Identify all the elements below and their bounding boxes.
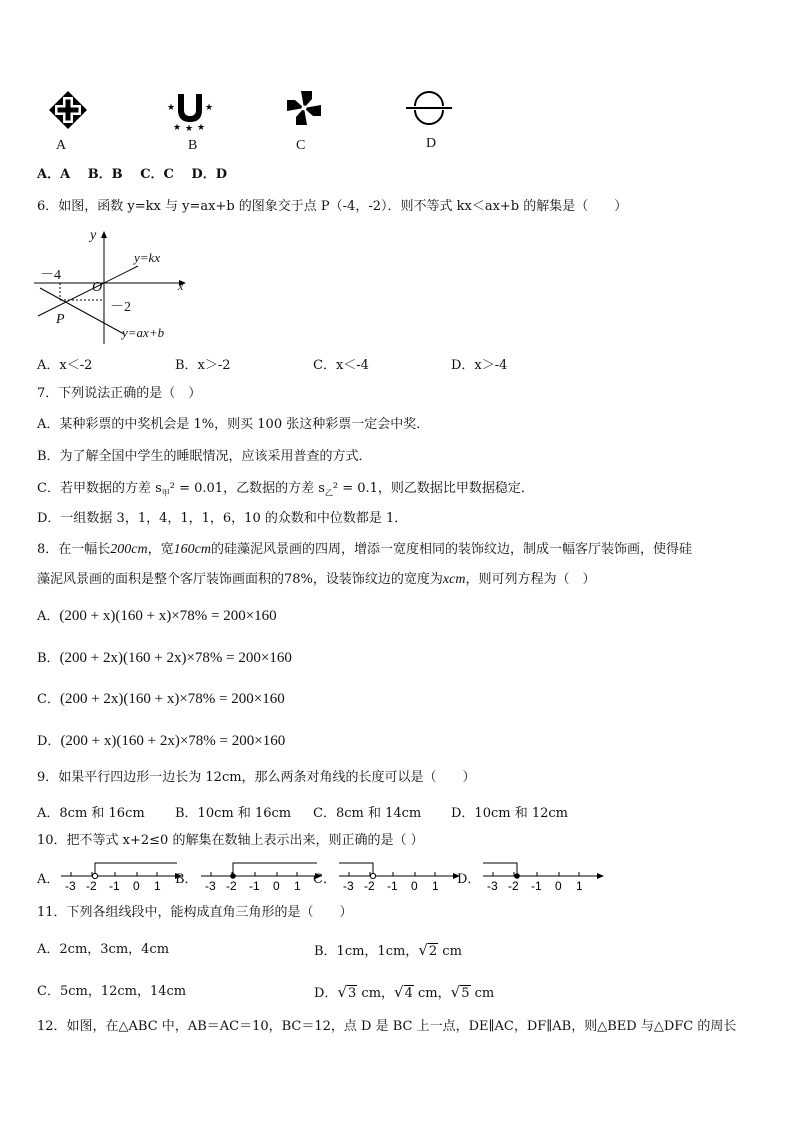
q10-d-tick-3: -1 xyxy=(531,879,542,892)
q6-neg4-label: －4 xyxy=(40,268,61,283)
q10-b-tick-4: 0 xyxy=(273,879,280,892)
q11-option-a: A．2cm，3cm，4cm xyxy=(37,942,170,957)
q7-stem: 7．下列说法正确的是（ ） xyxy=(37,386,202,401)
q7-c-pre: C．若甲数据的方差 s xyxy=(37,481,162,496)
q11-b-sqrt-icon: √ xyxy=(418,941,428,959)
q10-b-tick-1: -3 xyxy=(205,879,216,892)
q11-b-radicand: 2 xyxy=(428,944,438,959)
q8-d-label: D． xyxy=(37,734,61,749)
q6-origin-label: O xyxy=(92,280,103,295)
q8-c-label: C． xyxy=(37,692,60,707)
q9-option-b: B．10cm 和 16cm xyxy=(175,806,292,821)
q11-d-pre: D． xyxy=(314,986,338,1001)
q7-option-c xyxy=(37,481,534,502)
q8-option-d xyxy=(37,733,285,750)
q10-c-tick-1: -3 xyxy=(343,879,354,892)
q10-a-tick-5: 1 xyxy=(154,879,161,892)
q6-options xyxy=(37,354,757,372)
q8-text-1c: 的硅藻泥风景画的四周，增添一宽度相同的装饰纹边，制成一幅客厅装饰画，使得硅 xyxy=(210,542,692,557)
q10-a-tick-2: -2 xyxy=(86,879,97,892)
q10-label-a: A． xyxy=(37,872,60,887)
q8-d-equation: (200 + x)(160 + 2x)×78% = 200×160 xyxy=(60,733,286,749)
q6-option-c: C．x＜-4 xyxy=(313,358,369,373)
figure-label-d: D xyxy=(426,136,437,151)
q10-c-tick-5: 1 xyxy=(432,879,439,892)
q8-option-a xyxy=(37,608,277,625)
q6-option-a: A．x＜-2 xyxy=(37,358,93,373)
svg-text:★: ★ xyxy=(205,103,214,113)
svg-text:★: ★ xyxy=(173,123,182,132)
figure-b-icon xyxy=(164,88,216,132)
q6-line1-label: y=kx xyxy=(134,250,161,265)
q10-c-tick-3: -1 xyxy=(387,879,398,892)
q9-options xyxy=(37,802,757,820)
q8-text-1a: 8．在一幅长 xyxy=(37,542,111,557)
q10-number-line-a xyxy=(59,858,183,892)
q10-a-tick-1: -3 xyxy=(65,879,76,892)
figure-c-icon xyxy=(284,88,324,128)
q6-line2-label: y=ax+b xyxy=(122,325,165,340)
svg-text:★: ★ xyxy=(197,123,206,132)
q6-option-b: B．x＞-2 xyxy=(175,358,231,373)
q8-a-equation: (200 + x)(160 + x)×78% = 200×160 xyxy=(59,608,277,624)
figure-label-a: A xyxy=(56,138,67,153)
q12-stem: 12．如图，在△ABC 中，AB＝AC＝10，BC＝12，点 D 是 BC 上一点，DE∥AC，DF∥AB，则△BED 与△DFC 的周长 xyxy=(37,1019,737,1034)
figure-d-icon xyxy=(404,90,454,126)
q11-option-c: C．5cm，12cm，14cm xyxy=(37,984,187,999)
q7-c-sub1: 甲 xyxy=(161,488,170,498)
q11-d-radicand-3: 5 xyxy=(461,986,470,1001)
q11-option-b xyxy=(314,942,462,960)
q10-c-tick-4: 0 xyxy=(411,879,418,892)
q10-c-tick-2: -2 xyxy=(364,879,375,892)
q7-c-mid: ² = 0.01，乙数据的方差 s xyxy=(169,481,325,496)
q8-text-1b: ，宽 xyxy=(147,542,174,557)
svg-text:★: ★ xyxy=(167,103,176,113)
q6-stem: 6．如图，函数 y=kx 与 y=ax+b 的图象交于点 P（-4，-2）．则不等式 kx＜ax+b 的解集是（ ） xyxy=(37,199,628,214)
figure-a-icon xyxy=(48,90,88,130)
q10-b-tick-3: -1 xyxy=(249,879,260,892)
q5-figures xyxy=(40,86,480,156)
q10-b-tick-2: -2 xyxy=(226,879,237,892)
q11-d-unit-2: cm xyxy=(418,986,438,1001)
q11-d-sqrt-icon-3: √ xyxy=(450,983,461,1001)
q6-x-axis-label: x xyxy=(178,279,184,293)
q7-option-a: A．某种彩票的中奖机会是 1%，则买 100 张这种彩票一定会中奖． xyxy=(37,417,430,432)
q8-length: 200cm xyxy=(110,542,148,557)
q10-number-line-b xyxy=(199,858,323,892)
q10-a-tick-4: 0 xyxy=(133,879,140,892)
q10-d-tick-4: 0 xyxy=(555,879,562,892)
q8-c-equation: (200 + 2x)(160 + x)×78% = 200×160 xyxy=(59,691,285,707)
q8-a-label: A． xyxy=(37,609,60,624)
q10-d-tick-5: 1 xyxy=(576,879,583,892)
q10-d-tick-1: -3 xyxy=(487,879,498,892)
q11-stem: 11．下列各组线段中，能构成直角三角形的是（ ） xyxy=(37,905,353,920)
q10-number-line-c xyxy=(337,858,461,892)
q11-d-unit-3: cm xyxy=(474,986,495,1001)
q11-d-radicand-1: 3 xyxy=(348,986,357,1001)
q10-a-tick-3: -1 xyxy=(109,879,120,892)
q8-stem-line2 xyxy=(37,572,595,588)
q7-c-post: ² = 0.1，则乙数据比甲数据稳定． xyxy=(332,481,534,496)
q11-b-pre: B．1cm，1cm， xyxy=(314,944,419,959)
q8-option-b xyxy=(37,650,292,667)
q11-d-radicand-2: 4 xyxy=(404,986,413,1001)
q6-graph xyxy=(34,226,194,344)
q10-stem: 10．把不等式 x+2≤0 的解集在数轴上表示出来，则正确的是（ ） xyxy=(37,833,424,848)
q6-y-axis-label: y xyxy=(90,228,97,243)
figure-label-c: C xyxy=(296,138,306,153)
q11-d-sqrt-icon-2: √ xyxy=(394,983,404,1001)
q9-stem: 9．如果平行四边形一边长为 12cm，那么两条对角线的长度可以是（ ） xyxy=(37,770,476,785)
q7-c-sub2: 乙 xyxy=(324,488,333,498)
q6-option-d: D．x＞-4 xyxy=(451,358,508,373)
q8-variable: xcm xyxy=(442,572,466,587)
q11-d-unit-1: cm xyxy=(361,986,382,1001)
q7-option-b: B．为了解全国中学生的睡眠情况，应该采用普查的方式． xyxy=(37,449,372,464)
q11-b-unit: cm xyxy=(442,944,462,959)
q8-b-label: B． xyxy=(37,651,60,666)
q11-d-sqrt-icon-1: √ xyxy=(337,983,347,1001)
figure-label-b: B xyxy=(188,138,198,153)
q9-option-d: D．10cm 和 12cm xyxy=(451,806,568,821)
q5-options: A．A B．B C．C D．D xyxy=(37,167,227,182)
svg-text:★: ★ xyxy=(185,124,194,132)
q10-label-b: B． xyxy=(175,872,198,887)
q6-neg2-label: －2 xyxy=(110,300,131,315)
q9-option-c: C．8cm 和 14cm xyxy=(313,806,422,821)
q8-option-c xyxy=(37,691,285,708)
q9-option-a: A．8cm 和 16cm xyxy=(37,806,145,821)
q8-stem-line1 xyxy=(37,542,692,558)
q10-b-tick-5: 1 xyxy=(294,879,301,892)
q8-text-2a: 藻泥风景画的面积是整个客厅装饰画面积的78%，设装饰纹边的宽度为 xyxy=(37,572,443,587)
q6-point-label: P xyxy=(56,312,65,327)
q10-label-c: C． xyxy=(313,872,336,887)
q10-label-d: D． xyxy=(457,872,481,887)
q10-d-tick-2: -2 xyxy=(508,879,519,892)
q8-text-2b: ，则可列方程为（ ） xyxy=(465,572,596,587)
q11-option-d: D．√3 cm，√4 cm，√5 cm xyxy=(314,983,495,1001)
q10-number-lines xyxy=(37,858,617,892)
q7-option-d: D．一组数据 3，1，4，1，1，6，10 的众数和中位数都是 1． xyxy=(37,511,408,526)
q10-number-line-d xyxy=(481,858,605,892)
q8-width: 160cm xyxy=(173,542,211,557)
q8-b-equation: (200 + 2x)(160 + 2x)×78% = 200×160 xyxy=(59,650,292,666)
